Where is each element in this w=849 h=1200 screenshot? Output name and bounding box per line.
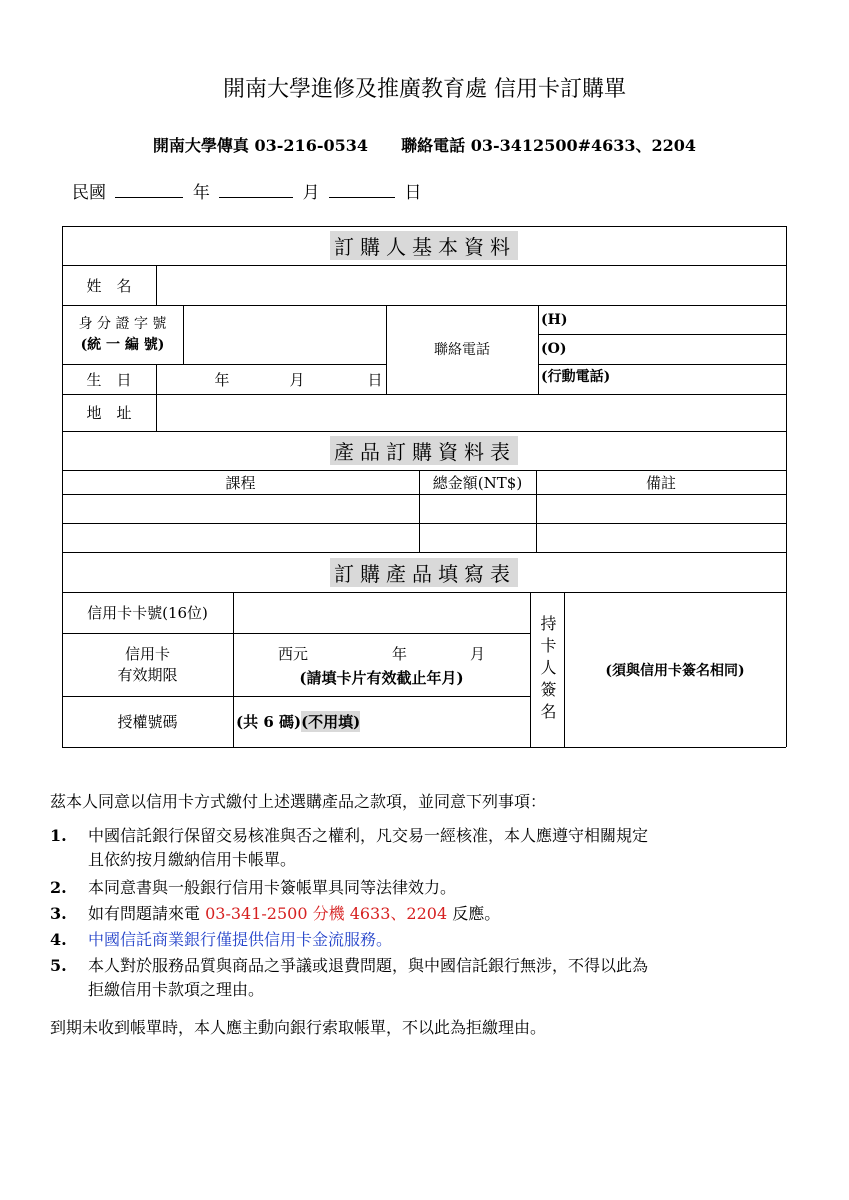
column-header-remarks: 備註	[645, 473, 676, 492]
course-cell[interactable]	[63, 495, 418, 522]
id-number-field[interactable]	[184, 306, 385, 363]
auth-code-field[interactable]: (共 6 碼) (不用填)	[236, 713, 361, 731]
day-label: 日	[404, 183, 422, 203]
address-field[interactable]	[157, 395, 785, 430]
terms-item-1: 1. 中國信託銀行保留交易核准與否之權利，凡交易一經核准，本人應遵守相關規定 且依約按月繳納信用卡帳單。	[50, 826, 649, 869]
birth-day-label: 日	[367, 370, 383, 389]
birth-month-label: 月	[289, 370, 305, 389]
contact-phone-red: 03-341-2500 分機 4633、2204	[205, 904, 448, 923]
terms-item-2: 2. 本同意書與一般銀行信用卡簽帳單具同等法律效力。	[50, 878, 457, 897]
era-label: 民國	[72, 183, 106, 203]
section-heading-buyer: 訂購人基本資料	[62, 226, 786, 265]
terms-intro: 茲本人同意以信用卡方式繳付上述選購產品之款項，並同意下列事項：	[50, 792, 547, 811]
phone-number: 03-3412500#4633、2204	[470, 136, 697, 155]
section-heading-payment: 訂購產品填寫表	[62, 552, 786, 592]
section-heading-products: 產品訂購資料表	[62, 431, 786, 470]
column-header-total: 總金額(NT$)	[432, 473, 523, 492]
phone-label: 聯絡電話	[401, 136, 466, 155]
address-label: 地 址	[86, 404, 132, 422]
terms-section	[50, 790, 800, 1050]
phone-home-field[interactable]: (H)	[541, 311, 568, 328]
total-cell[interactable]	[420, 495, 535, 522]
column-header-course: 課程	[225, 473, 256, 492]
signature-field[interactable]: (須與信用卡簽名相同)	[605, 662, 745, 679]
page-title: 開南大學進修及推廣教育處 信用卡訂購單	[223, 77, 626, 102]
name-field[interactable]	[157, 266, 785, 304]
birthday-label: 生 日	[86, 370, 132, 389]
phone-mobile-field[interactable]: (行動電話)	[541, 369, 611, 385]
id-number-label: 身 分 證 字 號 (統 一 編 號)	[78, 315, 167, 353]
auth-code-label: 授權號碼	[117, 713, 178, 731]
card-number-label: 信用卡卡號(16位)	[87, 604, 208, 622]
birth-year-label: 年	[214, 370, 230, 389]
fax-number: 03-216-0534	[254, 136, 368, 155]
signature-label: 持卡人簽名	[538, 614, 557, 725]
remarks-cell[interactable]	[537, 495, 785, 522]
expiry-field[interactable]: 西元 年 月	[278, 644, 486, 663]
phone-office-field[interactable]: (O)	[541, 341, 567, 357]
month-label: 月	[302, 183, 320, 203]
terms-item-5: 5. 本人對於服務品質與商品之爭議或退費問題，與中國信託銀行無涉，不得以此為 拒繳信用卡款項之理由。	[50, 956, 649, 999]
month-blank[interactable]	[219, 181, 293, 198]
day-blank[interactable]	[329, 181, 395, 198]
expiry-label: 信用卡 有效期限	[117, 644, 178, 684]
name-label: 姓 名	[86, 276, 132, 295]
card-number-field[interactable]	[234, 593, 529, 632]
terms-item-3: 3. 如有問題請來電 03-341-2500 分機 4633、2204 反應。	[50, 904, 501, 923]
contact-subtitle	[0, 133, 849, 156]
contact-phone-label: 聯絡電話	[434, 342, 490, 358]
expiry-hint: (請填卡片有效截止年月)	[299, 668, 464, 687]
remarks-cell[interactable]	[537, 524, 785, 551]
fax-label: 開南大學傳真	[152, 136, 249, 155]
course-cell[interactable]	[63, 524, 418, 551]
total-cell[interactable]	[420, 524, 535, 551]
year-blank[interactable]	[115, 181, 183, 198]
date-line	[72, 178, 421, 203]
terms-footer: 到期未收到帳單時，本人應主動向銀行索取帳單，不以此為拒繳理由。	[50, 1018, 547, 1037]
year-label: 年	[192, 183, 210, 203]
terms-item-4: 4. 中國信託商業銀行僅提供信用卡金流服務。	[50, 930, 393, 949]
